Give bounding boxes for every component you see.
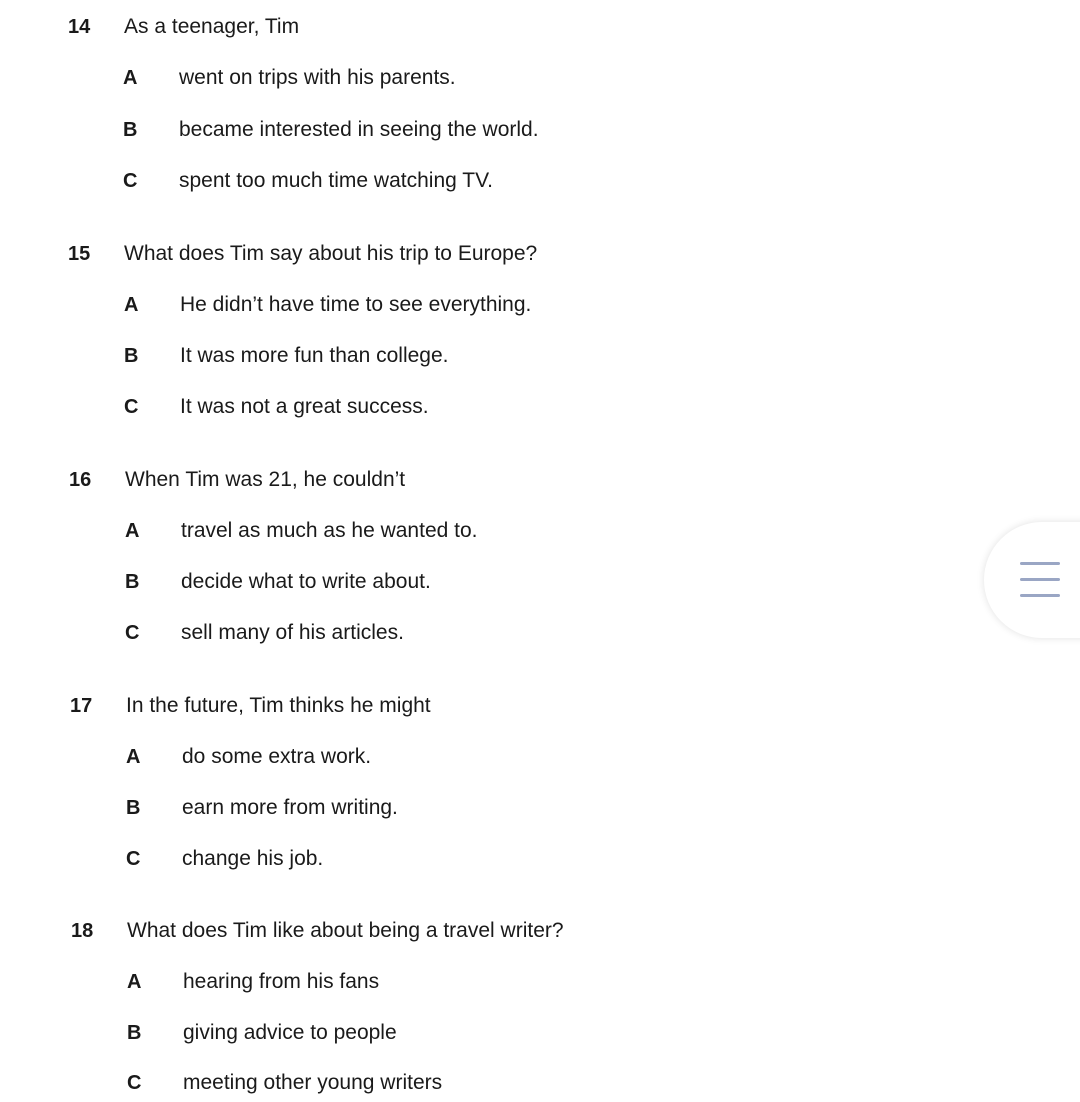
question-header xyxy=(0,12,980,42)
option-text: went on trips with his parents. xyxy=(179,66,456,89)
question-text: In the future, Tim thinks he might xyxy=(126,694,431,717)
question-number: 17 xyxy=(70,695,93,717)
option-letter: B xyxy=(123,119,138,141)
option-letter: C xyxy=(127,1072,142,1094)
option-text: change his job. xyxy=(182,847,324,870)
option-letter: B xyxy=(125,571,140,593)
question-text: What does Tim say about his trip to Europe? xyxy=(124,242,538,265)
question-number: 15 xyxy=(68,243,91,265)
question-17 xyxy=(0,691,980,721)
question-header xyxy=(0,239,980,269)
option-text: travel as much as he wanted to. xyxy=(181,519,478,542)
question-14 xyxy=(0,12,980,42)
option-letter: A xyxy=(125,520,140,542)
option-letter: A xyxy=(127,971,142,993)
question-number: 14 xyxy=(68,16,91,38)
option-text: became interested in seeing the world. xyxy=(179,118,539,141)
option-letter: C xyxy=(125,622,140,644)
question-text: When Tim was 21, he couldn’t xyxy=(125,468,406,491)
option-text: It was more fun than college. xyxy=(180,344,449,367)
option-letter: B xyxy=(126,797,141,819)
question-18 xyxy=(0,916,980,946)
option-text: spent too much time watching TV. xyxy=(179,169,494,192)
option-text: earn more from writing. xyxy=(182,796,398,819)
question-15 xyxy=(0,239,980,269)
option-text: hearing from his fans xyxy=(183,970,380,993)
question-number: 16 xyxy=(69,469,92,491)
option-letter: B xyxy=(127,1022,142,1044)
option-text: decide what to write about. xyxy=(181,570,431,593)
question-16 xyxy=(0,465,980,495)
option-letter: C xyxy=(126,848,141,870)
question-text: What does Tim like about being a travel writer? xyxy=(127,919,564,942)
option-text: meeting other young writers xyxy=(183,1071,443,1094)
option-letter: A xyxy=(126,746,141,768)
option-letter: C xyxy=(124,396,139,418)
hamburger-menu-icon xyxy=(1020,562,1060,598)
option-text: He didn’t have time to see everything. xyxy=(180,293,532,316)
option-text: sell many of his articles. xyxy=(181,621,404,644)
option-letter: B xyxy=(124,345,139,367)
option-letter: C xyxy=(123,170,138,192)
question-header xyxy=(0,916,980,946)
question-number: 18 xyxy=(71,920,94,942)
option-text: do some extra work. xyxy=(182,745,372,768)
question-header xyxy=(0,465,980,495)
option-letter: A xyxy=(124,294,139,316)
question-text: As a teenager, Tim xyxy=(124,15,300,38)
floating-menu-button[interactable] xyxy=(984,522,1080,638)
option-letter: A xyxy=(123,67,138,89)
option-text: giving advice to people xyxy=(183,1021,397,1044)
option-text: It was not a great success. xyxy=(180,395,429,418)
question-header xyxy=(0,691,980,721)
